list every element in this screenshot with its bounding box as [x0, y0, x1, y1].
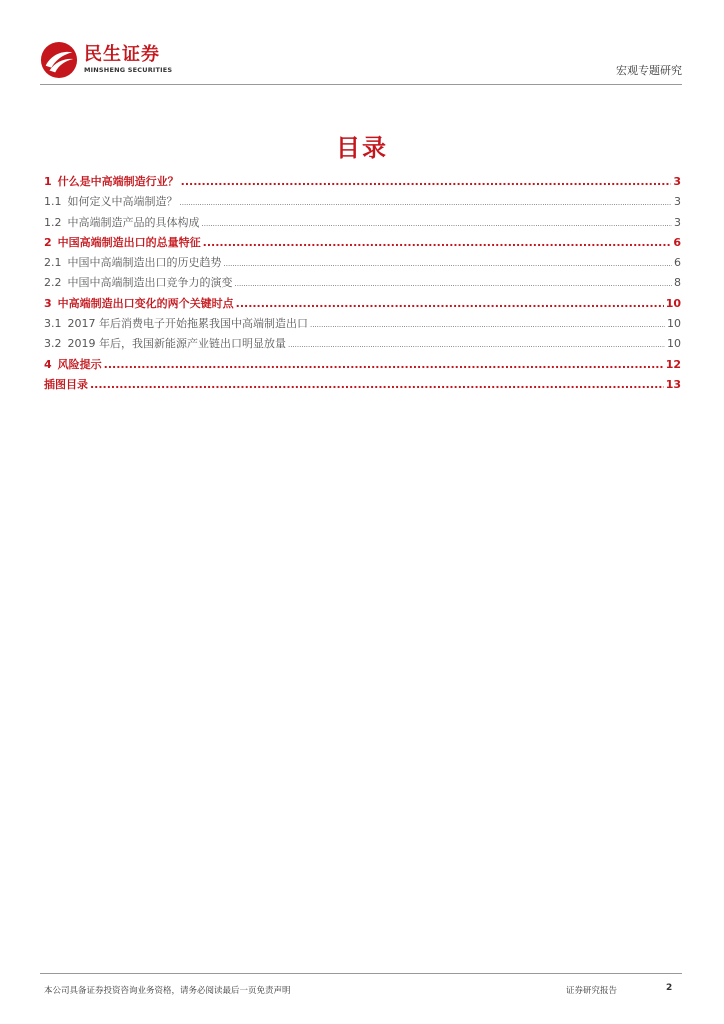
footer-report-type: 证券研究报告 [566, 986, 618, 996]
toc-entry-page: 10 [665, 296, 681, 310]
toc-entry-label: 中高端制造出口变化的两个关键时点 [57, 296, 234, 310]
toc-entry[interactable] [44, 295, 681, 315]
toc-entry-number: 2.2 [44, 276, 62, 290]
toc-dot-leader [310, 321, 665, 329]
toc-dot-leader [235, 280, 673, 288]
toc-entry[interactable] [44, 173, 681, 193]
toc-entry[interactable] [44, 274, 681, 294]
toc-dot-leader [104, 358, 664, 371]
header-divider [40, 84, 682, 85]
toc-entry-number: 1 [44, 175, 52, 188]
brand-name-cn: 民生证券 [84, 44, 160, 65]
toc-entry[interactable] [44, 254, 681, 274]
toc-entry-label: 插图目录 [44, 377, 88, 391]
toc-entry-label: 风险提示 [57, 357, 102, 371]
table-of-contents [44, 173, 681, 396]
toc-entry-number: 1.2 [44, 215, 62, 229]
toc-entry-number: 1.1 [44, 195, 62, 209]
toc-entry-page: 6 [673, 235, 681, 249]
toc-entry-page: 6 [674, 256, 681, 270]
toc-dot-leader [180, 199, 673, 207]
toc-entry-label: 中国中高端制造出口竞争力的演变 [67, 276, 233, 290]
toc-entry-page: 10 [667, 337, 681, 351]
toc-entry-label: 如何定义中高端制造？ [67, 195, 178, 209]
toc-dot-leader [181, 175, 672, 188]
toc-entry[interactable] [44, 193, 681, 213]
toc-entry-number: 2.1 [44, 256, 62, 270]
toc-entry[interactable] [44, 376, 681, 396]
toc-entry[interactable] [44, 234, 681, 254]
page-header [40, 38, 682, 86]
toc-entry-label: 2017 年后消费电子开始拖累我国中高端制造出口 [67, 317, 308, 331]
toc-dot-leader [203, 236, 672, 249]
brand-name-en: MINSHENG SECURITIES [84, 66, 173, 74]
report-section-label: 宏观专题研究 [616, 64, 682, 77]
toc-entry-label: 中国高端制造出口的总量特征 [57, 235, 201, 249]
toc-dot-leader [202, 220, 673, 228]
toc-entry[interactable] [44, 315, 681, 335]
toc-entry-page: 3 [674, 215, 681, 229]
toc-dot-leader [236, 297, 664, 310]
toc-entry-label: 2019 年后，我国新能源产业链出口明显放量 [67, 337, 286, 351]
toc-entry[interactable] [44, 356, 681, 376]
toc-entry-page: 12 [665, 357, 681, 371]
toc-entry[interactable] [44, 335, 681, 355]
footer-disclaimer: 本公司具备证券投资咨询业务资格，请务必阅读最后一页免责声明 [44, 986, 291, 996]
toc-dot-leader [224, 260, 673, 268]
toc-entry-number: 2 [44, 235, 52, 249]
brand-logo [40, 38, 172, 82]
toc-entry-page: 3 [673, 175, 681, 188]
toc-entry-page: 10 [667, 317, 681, 331]
toc-title: 目录 [336, 134, 388, 162]
toc-dot-leader [90, 378, 664, 391]
footer-divider [40, 973, 682, 974]
toc-entry[interactable] [44, 214, 681, 234]
toc-entry-number: 3 [44, 296, 52, 310]
page-number: 2 [666, 983, 673, 993]
toc-entry-page: 3 [674, 195, 681, 209]
toc-dot-leader [288, 341, 665, 349]
toc-entry-label: 中国中高端制造出口的历史趋势 [67, 256, 222, 270]
toc-entry-number: 3.1 [44, 317, 62, 331]
toc-entry-number: 3.2 [44, 337, 62, 351]
toc-entry-label: 什么是中高端制造行业？ [57, 175, 179, 188]
toc-entry-number: 4 [44, 357, 52, 371]
toc-entry-label: 中高端制造产品的具体构成 [67, 215, 200, 229]
toc-entry-page: 8 [674, 276, 681, 290]
toc-entry-page: 13 [665, 377, 681, 391]
minsheng-logo-icon [40, 41, 78, 79]
